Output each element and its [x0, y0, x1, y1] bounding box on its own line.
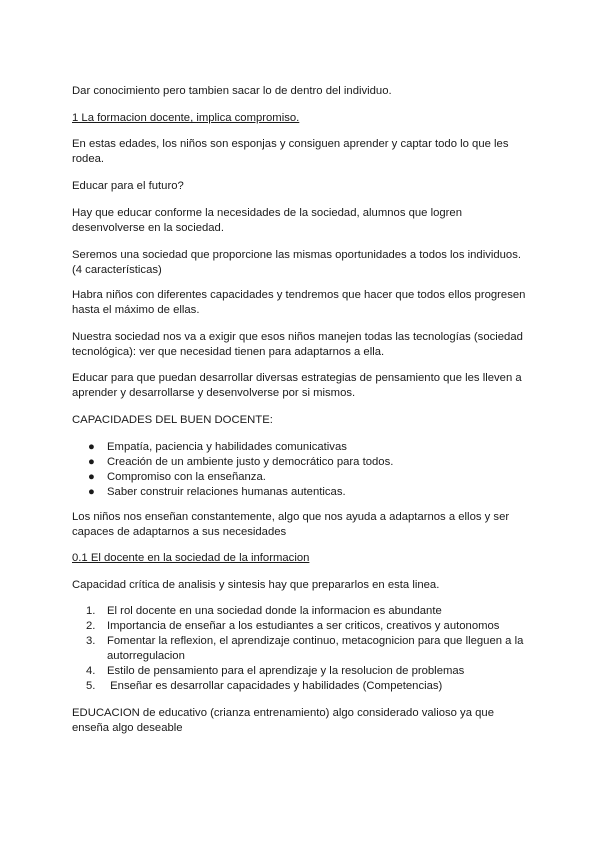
bullet-icon: ●: [88, 456, 95, 468]
bullet-icon: ●: [88, 486, 95, 498]
paragraph: EDUCACION de educativo (crianza entrenamiento) algo considerado valioso ya que enseña algo deseable: [72, 707, 494, 734]
list-item-text: Importancia de enseñar a los estudiantes a ser criticos, creativos y autonomos: [107, 620, 500, 632]
list-item-text: Compromiso con la enseñanza.: [107, 471, 266, 483]
list-item-text: Estilo de pensamiento para el aprendizaje y la resolucion de problemas: [107, 665, 465, 677]
list-number: 5.: [86, 680, 96, 692]
list-item-text: Enseñar es desarrollar capacidades y habilidades (Competencias): [107, 680, 443, 692]
list-item-text: Creación de un ambiente justo y democrático para todos.: [107, 456, 394, 468]
list-number: 4.: [86, 665, 96, 677]
list-number: 3.: [86, 635, 96, 647]
list-heading: CAPACIDADES DEL BUEN DOCENTE:: [72, 414, 273, 426]
numbered-list: [72, 604, 534, 694]
bullet-icon: ●: [88, 471, 95, 483]
paragraph: Nuestra sociedad nos va a exigir que esos niños manejen todas las tecnologías (sociedad tecnológica): ver que necesidad tienen para adaptarnos a ella.: [72, 331, 523, 358]
list-number: 2.: [86, 620, 96, 632]
paragraph: Hay que educar conforme la necesidades de la sociedad, alumnos que logren desenvolverse en la sociedad.: [72, 207, 462, 234]
section-heading: 0.1 El docente en la sociedad de la informacion: [72, 552, 310, 564]
list-item-text: Empatía, paciencia y habilidades comunicativas: [107, 441, 347, 453]
section-heading: 1 La formacion docente, implica compromiso.: [72, 112, 300, 124]
paragraph: Educar para el futuro?: [72, 180, 184, 192]
paragraph: Educar para que puedan desarrollar diversas estrategias de pensamiento que les lleven a aprender y desarrollarse y desenvolverse por si mismos.: [72, 372, 522, 399]
bullet-icon: ●: [88, 441, 95, 453]
bullet-list: [72, 440, 534, 500]
list-number: 1.: [86, 605, 96, 617]
paragraph: Seremos una sociedad que proporcione las mismas oportunidades a todos los individuos. (4 características): [72, 249, 522, 276]
paragraph: Habra niños con diferentes capacidades y tendremos que hacer que todos ellos progresen hasta el máximo de ellas.: [72, 289, 526, 316]
paragraph: En estas edades, los niños son esponjas y consiguen aprender y captar todo lo que les rodea.: [72, 138, 509, 165]
paragraph: Los niños nos enseñan constantemente, algo que nos ayuda a adaptarnos a ellos y ser capaces de adaptarnos a sus necesidades: [72, 511, 510, 538]
list-item-text: Fomentar la reflexion, el aprendizaje continuo, metacognicion para que lleguen a la autorregulacion: [107, 635, 524, 662]
paragraph: Dar conocimiento pero tambien sacar lo de dentro del individuo.: [72, 85, 392, 97]
paragraph: Capacidad crítica de analisis y sintesis hay que prepararlos en esta linea.: [72, 579, 440, 591]
list-item-text: Saber construir relaciones humanas autenticas.: [107, 486, 346, 498]
list-item-text: El rol docente en una sociedad donde la informacion es abundante: [107, 605, 442, 617]
